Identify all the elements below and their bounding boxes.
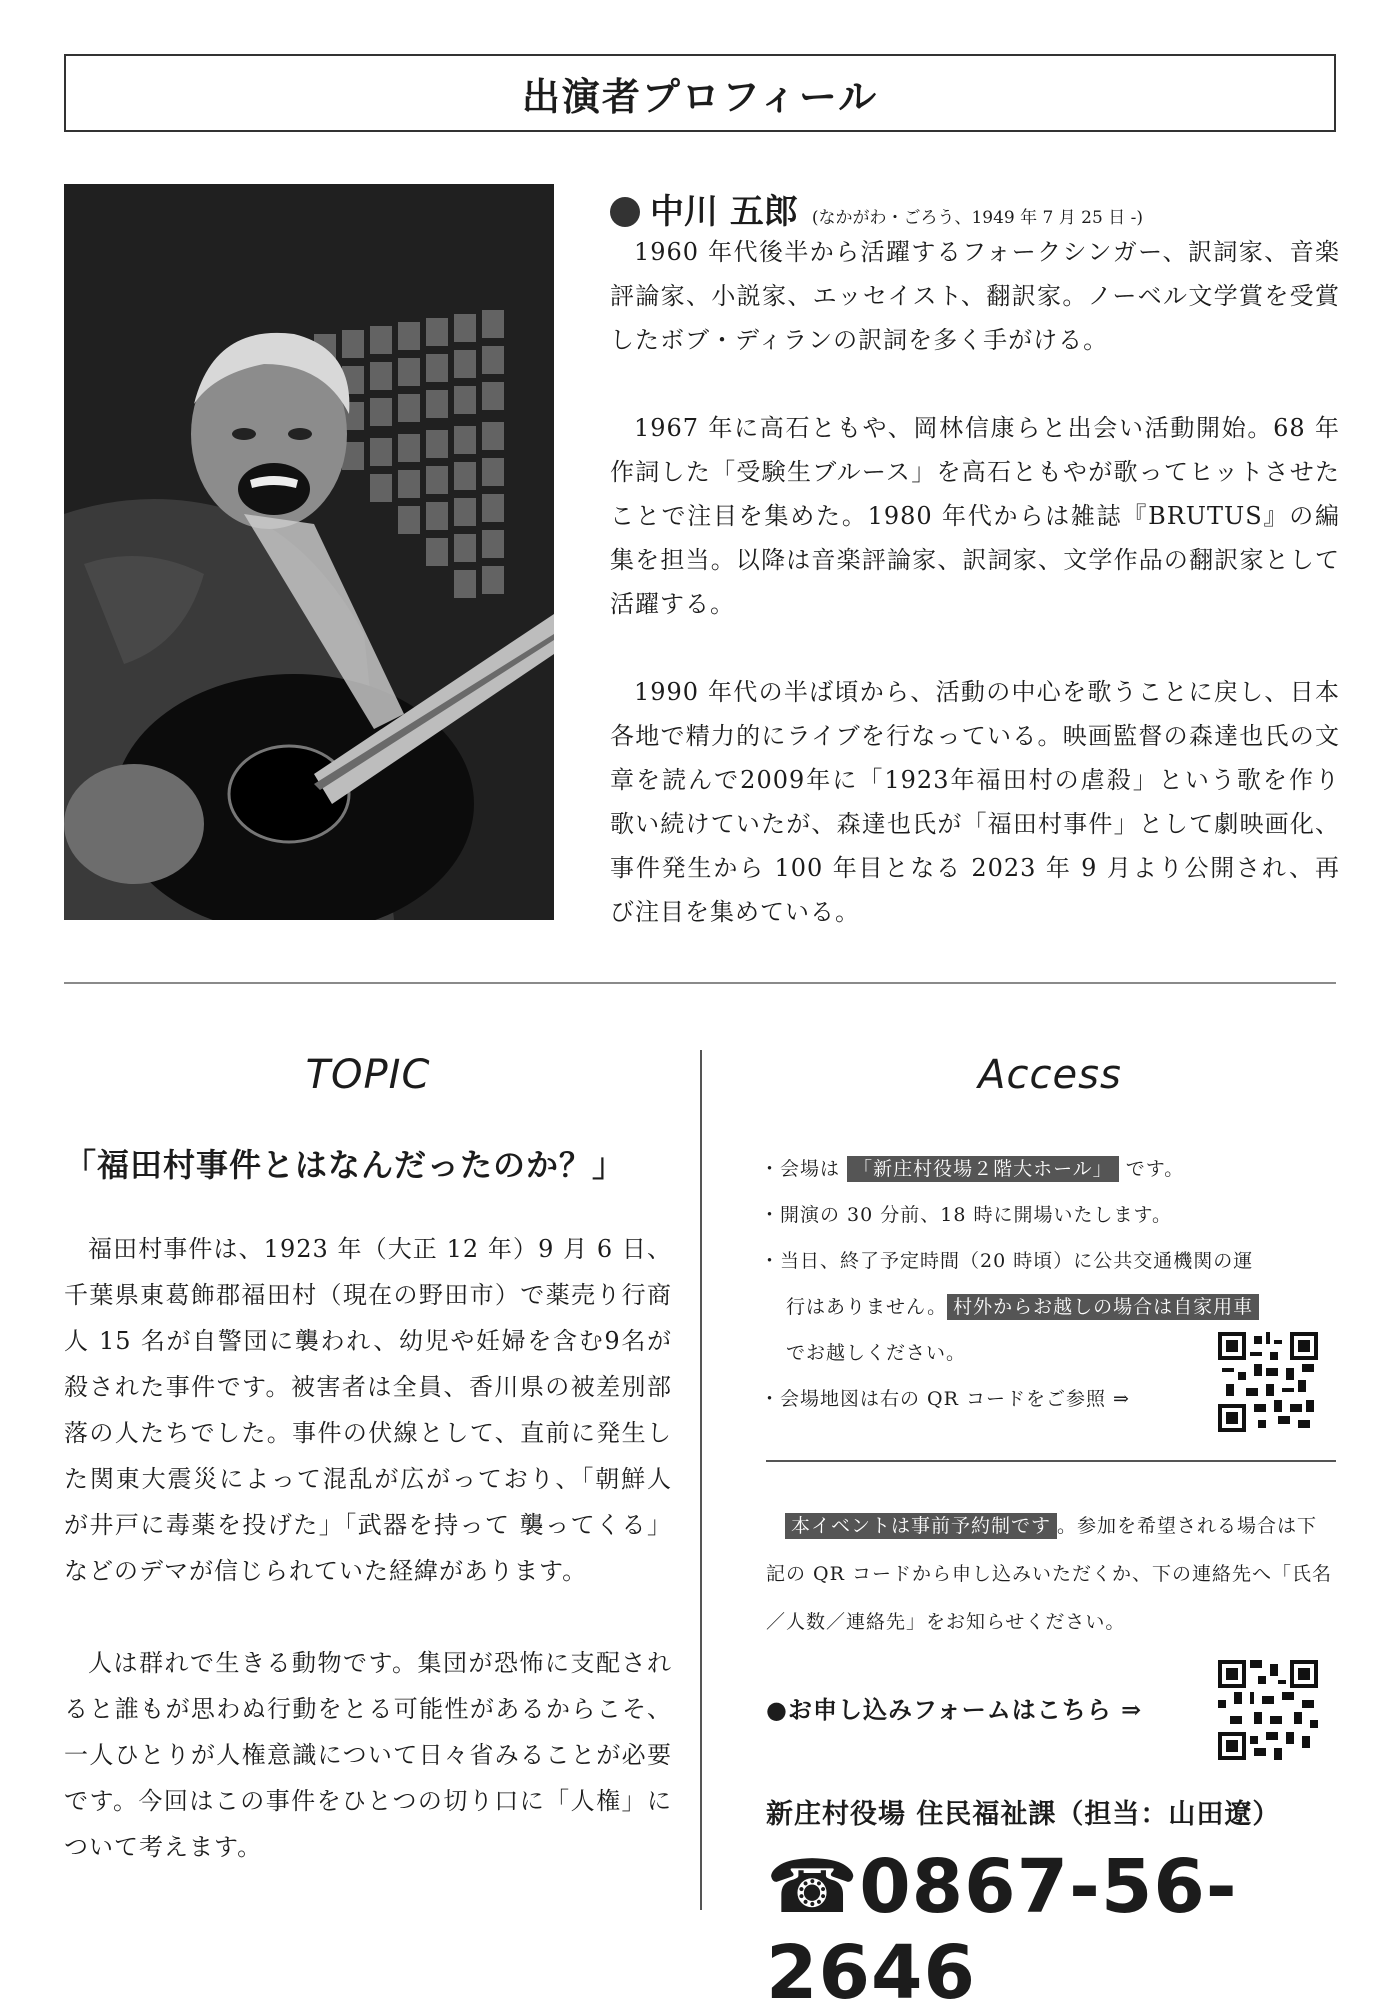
access-text: ・会場は	[760, 1158, 841, 1180]
performer-reading: (なかがわ・ごろう、1949 年 7 月 25 日 -)	[811, 208, 1143, 228]
performer-photo	[64, 184, 554, 920]
access-item-transport-end: でお越しください。	[786, 1342, 967, 1364]
access-item-opening: ・開演の 30 分前、18 時に開場いたします。	[760, 1204, 1172, 1226]
bullet-dot-icon	[610, 197, 640, 227]
topic-heading: 「福田村事件とはなんだったのか？」	[64, 1146, 626, 1184]
access-item-transport: ・当日、終了予定時間（20 時頃）に公共交通機関の運	[760, 1250, 1254, 1272]
topic-title: TOPIC	[305, 1052, 431, 1098]
access-text: です。	[1125, 1158, 1185, 1180]
phone-number-text: 0867-56-2646	[766, 1844, 1238, 2016]
horizontal-divider	[64, 982, 1336, 984]
profile-name-line	[610, 184, 1340, 230]
phone-number[interactable]	[766, 1844, 1400, 2016]
profile-paragraph: 1967 年に高石ともや、岡林信康らと出会い活動開始。68 年作詞した「受験生ブルース」を高石ともやが歌ってヒットさせたことで注目を集めた。1980 年代からは雑誌『BRUTUS』の編集を担当。以降は音楽評論家、訳詞家、文学作品の翻訳家として活躍する。	[610, 414, 1340, 618]
profile-paragraph: 1990 年代の半ば頃から、活動の中心を歌うことに戻し、日本各地で精力的にライブを行なっている。映画監督の森達也氏の文章を読んで2009年に「1923年福田村の虐殺」という歌を作り歌い続けていたが、森達也氏が「福田村事件」として劇映画化、事件発生から 100 年目となる 2023 年 9 月より公開され、再び注目を集めている。	[610, 678, 1340, 926]
reservation-highlight: 本イベントは事前予約制です	[785, 1513, 1057, 1539]
reservation-text: 。参加を希望される場合は下記の QR コードから申し込みいただくか、下の連絡先へ「氏名／人数／連絡先」をお知らせください。	[766, 1515, 1332, 1633]
topic-paragraph: 福田村事件は、1923 年（大正 12 年）9 月 6 日、千葉県東葛飾郡福田村（現在の野田市）で薬売り行商人 15 名が自警団に襲われ、幼児や妊婦を含む9名が殺された事件です。被害者は全員、香川県の被差別部落の人たちでした。事件の伏線として、直前に発生した関東大震災によって混乱が広がっており、「朝鮮人が井戸に毒薬を投げた」「武器を持って 襲ってくる」などのデマが信じられていた経緯があります。	[64, 1235, 672, 1585]
map-qr-code-icon[interactable]	[1218, 1332, 1318, 1432]
topic-paragraph: 人は群れで生きる動物です。集団が恐怖に支配されると誰もが思わぬ行動をとる可能性があるからこそ、一人ひとりが人権意識について日々省みることが必要です。今回はこの事件をひとつの切り口に「人権」について考えます。	[64, 1649, 672, 1861]
access-item-transport-cont	[760, 1284, 1340, 1330]
topic-section	[64, 1040, 672, 1916]
profile-section	[610, 184, 1340, 978]
venue-highlight: 「新庄村役場２階大ホール」	[847, 1156, 1119, 1182]
page-title: 出演者プロフィール	[521, 73, 879, 119]
performer-name: 中川 五郎	[650, 192, 798, 232]
header-box	[64, 54, 1336, 132]
contact-department: 新庄村役場 住民福祉課（担当：山田遼）	[766, 1799, 1281, 1830]
access-item-venue	[760, 1146, 1340, 1192]
reservation-notice	[766, 1502, 1336, 1646]
vertical-divider	[700, 1050, 702, 1910]
access-divider	[766, 1460, 1336, 1462]
car-highlight: 村外からお越しの場合は自家用車	[947, 1294, 1259, 1320]
access-text: 行はありません。	[786, 1296, 948, 1318]
application-form-link[interactable]: ●お申し込みフォームはこちら ⇒	[766, 1695, 1143, 1724]
profile-paragraph: 1960 年代後半から活躍するフォークシンガー、訳詞家、音楽評論家、小説家、エッセイスト、翻訳家。ノーベル文学賞を受賞したボブ・ディランの訳詞を多く手がける。	[610, 238, 1340, 354]
phone-icon: ☎	[766, 1844, 860, 1930]
form-qr-code-icon[interactable]	[1218, 1660, 1318, 1760]
access-item-map: ・会場地図は右の QR コードをご参照 ⇒	[760, 1388, 1130, 1410]
access-title: Access	[978, 1052, 1122, 1098]
